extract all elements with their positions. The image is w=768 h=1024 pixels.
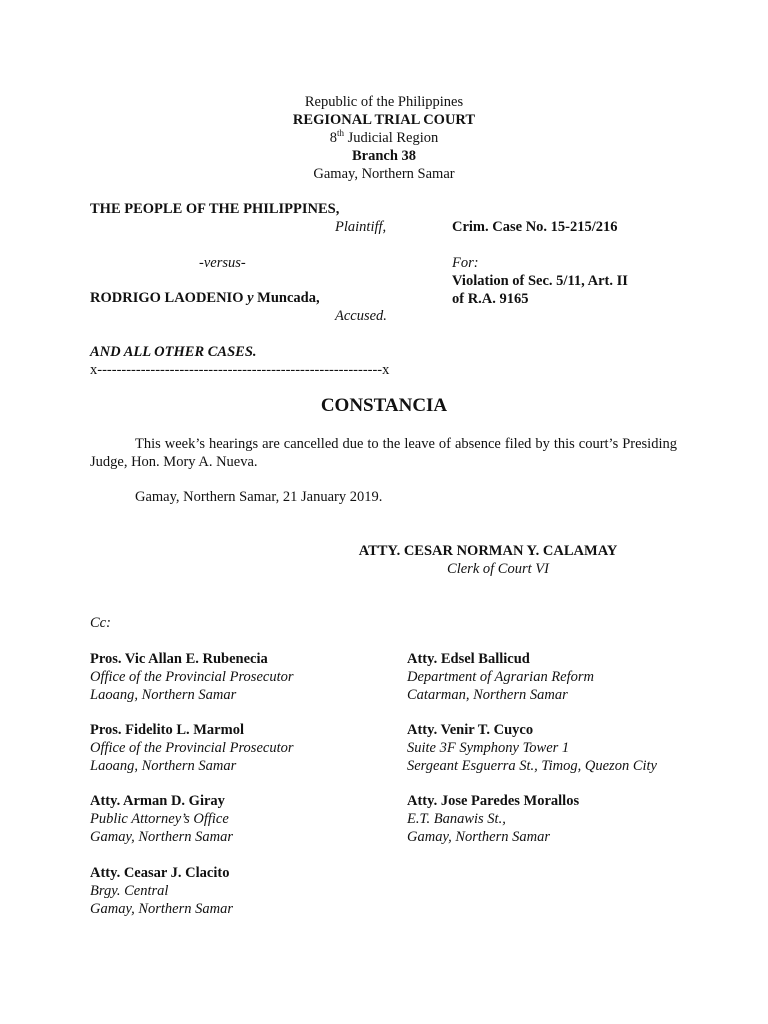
cc-name: Atty. Arman D. Giray	[90, 793, 225, 809]
cc-address: Laoang, Northern Samar	[90, 758, 237, 774]
cc-name: Atty. Edsel Ballicud	[407, 651, 530, 667]
signatory-name: ATTY. CESAR NORMAN Y. CALAMAY	[358, 543, 618, 559]
plaintiff-name: THE PEOPLE OF THE PHILIPPINES,	[90, 201, 340, 217]
cc-address: Gamay, Northern Samar	[407, 829, 550, 845]
header-location: Gamay, Northern Samar	[313, 166, 455, 182]
cc-recipient	[90, 864, 233, 918]
cc-office: Office of the Provincial Prosecutor	[90, 740, 294, 756]
versus-label: -versus-	[199, 255, 246, 271]
accused-name	[90, 289, 320, 307]
cc-office: Department of Agrarian Reform	[407, 669, 595, 685]
cc-label: Cc:	[90, 615, 111, 631]
cc-address: Gamay, Northern Samar	[90, 901, 233, 917]
cc-name: Pros. Fidelito L. Marmol	[90, 722, 244, 738]
header-region	[0, 129, 768, 147]
cc-name: Atty. Jose Paredes Morallos	[407, 793, 580, 809]
header-court: REGIONAL TRIAL COURT	[292, 112, 476, 128]
violation-line2: of R.A. 9165	[452, 291, 529, 307]
header-branch: Branch 38	[351, 148, 417, 164]
region-number: 8	[329, 130, 337, 146]
signatory-position: Clerk of Court VI	[447, 561, 549, 577]
other-cases: AND ALL OTHER CASES.	[90, 344, 257, 360]
cc-address: Gamay, Northern Samar	[90, 829, 233, 845]
cc-office: Suite 3F Symphony Tower 1	[407, 740, 570, 756]
region-text: Judicial Region	[344, 130, 439, 146]
header-republic: Republic of the Philippines	[304, 94, 464, 110]
case-number: Crim. Case No. 15-215/216	[452, 219, 618, 235]
cc-name: Atty. Ceasar J. Clacito	[90, 865, 230, 881]
accused-y: y	[247, 290, 254, 306]
cc-name: Atty. Venir T. Cuyco	[407, 722, 534, 738]
cc-address: Catarman, Northern Samar	[407, 687, 568, 703]
accused-role: Accused.	[335, 308, 387, 324]
cc-address: Laoang, Northern Samar	[90, 687, 237, 703]
cc-recipient	[90, 721, 294, 775]
cc-name: Pros. Vic Allan E. Rubenecia	[90, 651, 268, 667]
caption-divider: x-----------------------------------------------------------x	[90, 362, 390, 378]
violation-line1: Violation of Sec. 5/11, Art. II	[452, 273, 628, 289]
cc-office: Public Attorney’s Office	[90, 811, 229, 827]
cc-recipient	[407, 721, 657, 775]
cc-recipient	[407, 650, 594, 704]
cc-office: E.T. Banawis St.,	[407, 811, 506, 827]
cc-office: Office of the Provincial Prosecutor	[90, 669, 294, 685]
cc-recipient	[90, 792, 233, 846]
body-paragraph: This week’s hearings are cancelled due to the leave of absence filed by this court’s Presiding Judge, Hon. Mory A. Nueva.	[90, 436, 677, 470]
accused-surname: RODRIGO LAODENIO	[90, 290, 248, 306]
cc-recipient	[90, 650, 294, 704]
region-suffix: th	[336, 128, 344, 139]
cc-address: Sergeant Esguerra St., Timog, Quezon City	[407, 758, 657, 774]
cc-recipient	[407, 792, 579, 846]
plaintiff-role: Plaintiff,	[335, 219, 387, 235]
cc-office: Brgy. Central	[90, 883, 169, 899]
document-title: CONSTANCIA	[320, 395, 448, 416]
place-date: Gamay, Northern Samar, 21 January 2019.	[135, 489, 383, 505]
for-label: For:	[452, 255, 479, 271]
accused-rest: Muncada,	[253, 290, 320, 306]
